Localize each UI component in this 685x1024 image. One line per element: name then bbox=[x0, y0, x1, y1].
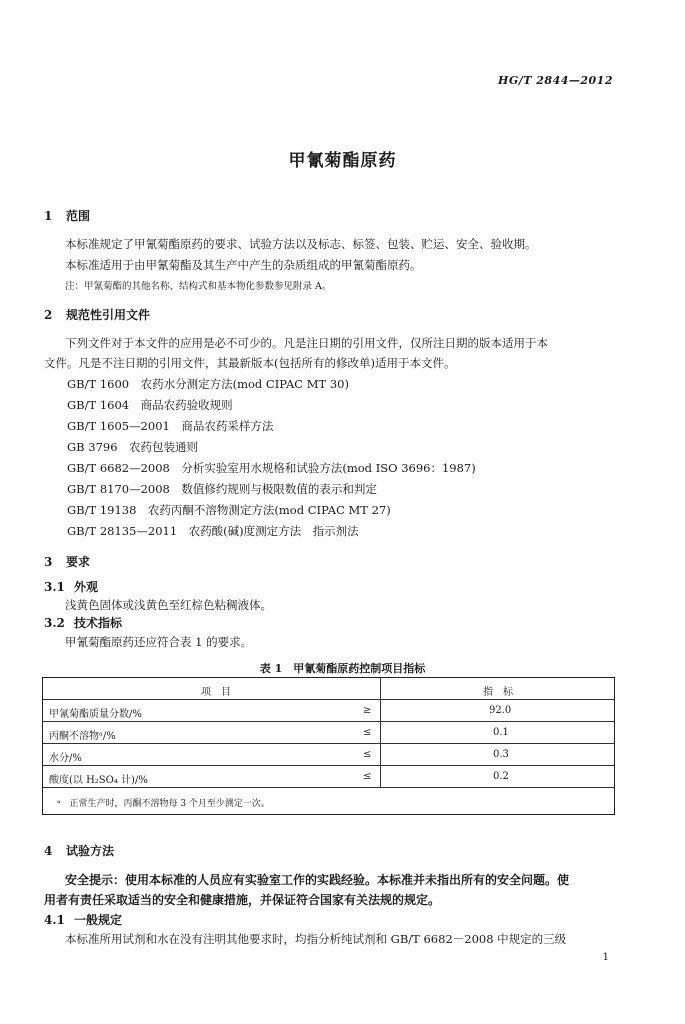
operator-cell: ≤ bbox=[363, 771, 372, 782]
section-title: 试验方法 bbox=[66, 844, 115, 858]
table-row bbox=[43, 722, 614, 744]
subsection-title: 外观 bbox=[74, 580, 99, 594]
reference-item: GB 3796 农药包装通则 bbox=[67, 440, 199, 454]
subsection-number: 4.1 bbox=[44, 913, 65, 927]
section-1-paragraph-1: 本标准规定了甲氰菊酯原药的要求、试验方法以及标志、标签、包装、贮运、安全、验收期。 bbox=[65, 237, 537, 251]
reference-item: GB/T 19138 农药丙酮不溶物测定方法(mod CIPAC MT 27) bbox=[67, 503, 391, 517]
reference-item: GB/T 1600 农药水分测定方法(mod CIPAC MT 30) bbox=[67, 377, 349, 391]
reference-item: GB/T 6682—2008 分析实验室用水规格和试验方法(mod ISO 3696：1987) bbox=[67, 461, 476, 475]
subsection-number: 3.2 bbox=[44, 616, 65, 630]
page-number: 1 bbox=[602, 952, 609, 963]
subsection-3-1-heading bbox=[44, 578, 98, 595]
subsection-number: 3.1 bbox=[44, 580, 65, 594]
subsection-title: 技术指标 bbox=[74, 616, 123, 630]
subsection-title: 一般规定 bbox=[74, 913, 123, 927]
operator-cell: ≤ bbox=[363, 749, 372, 760]
table-row bbox=[43, 700, 614, 722]
subsection-4-1-heading bbox=[44, 911, 122, 928]
value-cell: 0.3 bbox=[493, 749, 509, 760]
table-header-row bbox=[43, 678, 614, 700]
section-1-heading bbox=[44, 207, 90, 224]
column-header-index: 指 标 bbox=[483, 687, 513, 698]
section-title: 规范性引用文件 bbox=[66, 308, 151, 322]
table-footnote: ᵃ 正常生产时，丙酮不溶物每 3 个月至少测定一次。 bbox=[57, 799, 270, 809]
reference-item: GB/T 1605—2001 商品农药采样方法 bbox=[67, 419, 274, 433]
subsection-3-2-text: 甲氰菊酯原药还应符合表 1 的要求。 bbox=[65, 635, 253, 649]
section-4-heading bbox=[44, 842, 114, 859]
section-number: 3 bbox=[44, 555, 53, 569]
section-3-heading bbox=[44, 553, 90, 570]
section-1-paragraph-2: 本标准适用于由甲氰菊酯及其生产中产生的杂质组成的甲氰菊酯原药。 bbox=[65, 258, 422, 272]
section-2-heading bbox=[44, 306, 150, 323]
value-cell: 0.1 bbox=[493, 727, 509, 738]
item-cell: 丙酮不溶物ᵃ/% bbox=[49, 731, 116, 742]
section-number: 4 bbox=[44, 844, 53, 858]
safety-notice-line-2: 用者有责任采取适当的安全和健康措施，并保证符合国家有关法规的规定。 bbox=[44, 893, 441, 907]
reference-item: GB/T 8170—2008 数值修约规则与极限数值的表示和判定 bbox=[67, 482, 377, 496]
item-cell: 水分/% bbox=[49, 753, 82, 764]
section-title: 要求 bbox=[66, 555, 91, 569]
item-cell: 甲氰菊酯质量分数/% bbox=[49, 709, 142, 720]
item-cell: 酸度(以 H₂SO₄ 计)/% bbox=[49, 775, 148, 786]
operator-cell: ≤ bbox=[363, 727, 372, 738]
section-2-paragraph-line-2: 文件。凡是不注日期的引用文件，其最新版本(包括所有的修改单)适用于本文件。 bbox=[44, 356, 456, 370]
document-title: 甲氰菊酯原药 bbox=[288, 151, 397, 171]
subsection-3-1-text: 浅黄色固体或浅黄色至红棕色粘稠液体。 bbox=[65, 598, 272, 612]
value-cell: 0.2 bbox=[493, 771, 509, 782]
table-row bbox=[43, 766, 614, 788]
table-row bbox=[43, 744, 614, 766]
section-number: 2 bbox=[44, 308, 53, 322]
operator-cell: ≥ bbox=[363, 705, 372, 716]
column-header-item: 项 目 bbox=[201, 687, 231, 698]
subsection-3-2-heading bbox=[44, 614, 122, 631]
column-divider bbox=[380, 678, 381, 788]
section-1-note: 注：甲氰菊酯的其他名称、结构式和基本物化参数参见附录 A。 bbox=[65, 281, 332, 292]
safety-notice-line-1: 安全提示：使用本标准的人员应有实验室工作的实践经验。本标准并未指出所有的安全问题。使 bbox=[65, 873, 570, 887]
indicator-table bbox=[42, 677, 615, 815]
subsection-4-1-text: 本标准所用试剂和水在没有注明其他要求时，均指分析纯试剂和 GB/T 6682－2008 中规定的三级 bbox=[65, 932, 567, 946]
section-title: 范围 bbox=[66, 209, 91, 223]
table-caption: 表 1 甲氰菊酯原药控制项目指标 bbox=[259, 662, 426, 675]
reference-item: GB/T 28135—2011 农药酸(碱)度测定方法 指示剂法 bbox=[67, 524, 359, 538]
value-cell: 92.0 bbox=[489, 705, 512, 716]
reference-item: GB/T 1604 商品农药验收规则 bbox=[67, 398, 233, 412]
standard-code: HG/T 2844—2012 bbox=[497, 74, 613, 87]
section-2-paragraph-line-1: 下列文件对于本文件的应用是必不可少的。凡是注日期的引用文件，仅所注日期的版本适用于本 bbox=[65, 336, 548, 350]
section-number: 1 bbox=[44, 209, 53, 223]
